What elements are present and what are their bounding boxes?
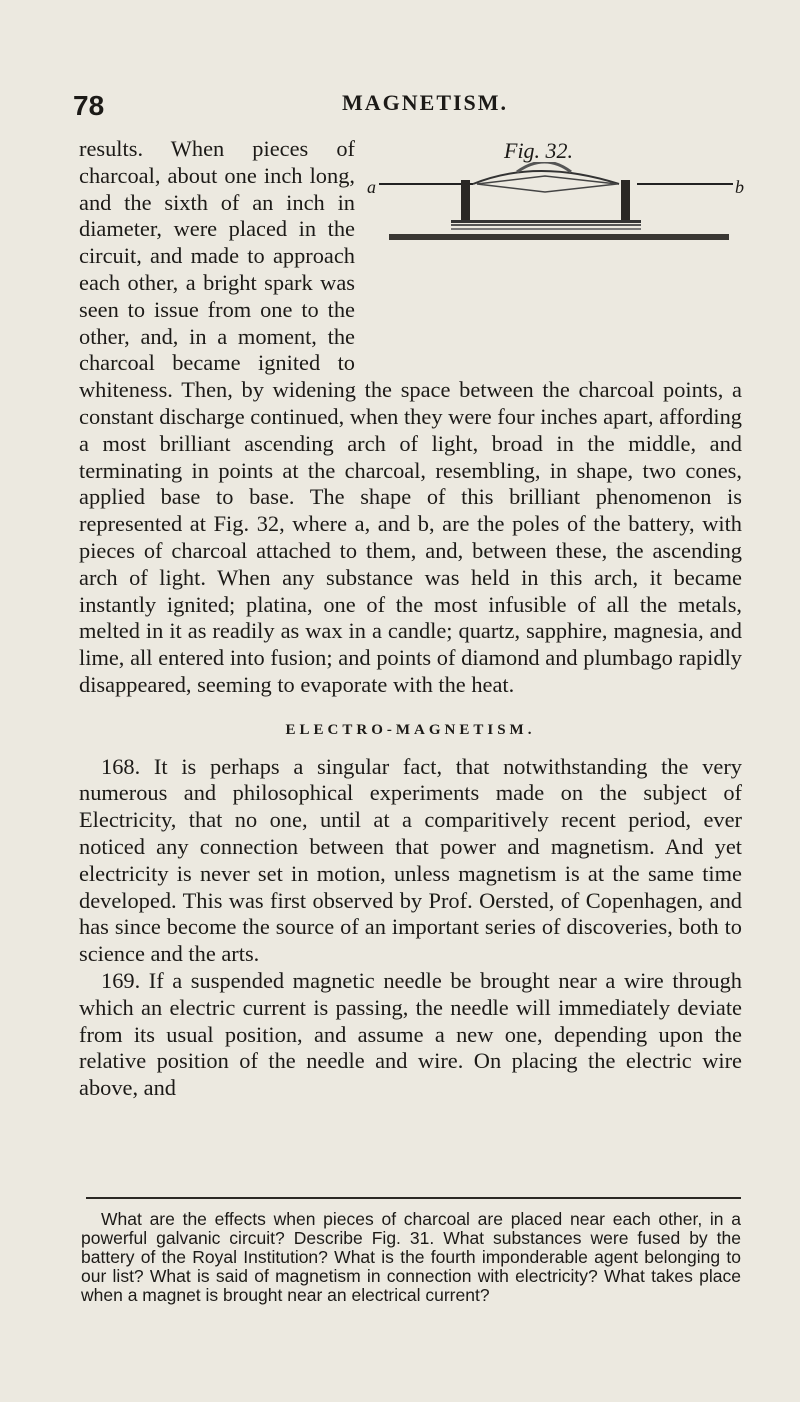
footnote-rule	[86, 1197, 741, 1199]
figure-32	[367, 138, 750, 362]
pole-label-a: a	[367, 177, 376, 197]
trough-base	[389, 234, 729, 240]
figure-caption: Fig. 32.	[504, 138, 574, 163]
study-questions	[81, 1210, 741, 1305]
running-title: MAGNETISM.	[342, 90, 509, 115]
electrode-b	[621, 180, 630, 220]
section-heading: ELECTRO-MAGNETISM.	[285, 721, 536, 738]
paragraph-results: Fig. 32. a b results. When pieces of charcoal, about one inch long, and the sixth of an inch in diameter, were placed in the circuit, and made to approach each other, a bright spark was seen to issue from one to the other, and, in a moment, the charcoal became ignited to whiteness. Then, by widening the space between the charcoal points, a constant discharge continued, when they were four inches apart, affording a most brilliant ascending arch of light, broad in the middle, and terminating in points at the charcoal, resembling, in shape, two cones, applied base to base. The shape of this brilliant phenomenon is represented at Fig. 32, where a, and b, are the poles of the battery, with pieces of charcoal attached to them, and, between these, the ascending arch of light. When any substance was held in this arch, it became instantly ignited; platina, one of the most infusible of all the metals, melted in it as readily as wax in a candle; quartz, sapphire, magnesia, and lime, all entered into fusion; and points of diamond and plumbago rapidly disappeared, seeming to evaporate with the heat.	[79, 136, 742, 699]
electrode-a	[461, 180, 470, 220]
paragraph-168: 168. It is perhaps a singular fact, that notwithstanding the very numerous and philosophical experiments made on the subject of Electricity, that no one, until at a comparitively recent period, ever noticed any connection between that power and magnetism. And yet electricity is never set in motion, unless magnetism is at the same time developed. This was first observed by Prof. Oersted, of Copenhagen, and has since become the source of an important series of discoveries, both to science and the arts.	[79, 753, 742, 967]
main-text	[79, 136, 742, 1102]
questions-text: What are the effects when pieces of charcoal are placed near each other, in a powerful galvanic circuit? Describe Fig. 31. What substances were fused by the battery of the Royal Institution? What is the fourth imponderable agent belonging to our list? What is said of magnetism in connection with electricity? What takes place when a magnet is brought near an electrical current?	[81, 1209, 741, 1305]
page-number: 78	[73, 90, 105, 121]
pole-label-b: b	[735, 177, 744, 197]
battery-arc-illustration	[367, 162, 750, 242]
paragraph-169: 169. If a suspended magnetic needle be brought near a wire through which an electric current is passing, the needle will immediately deviate from its usual position, and assume a new one, depending upon the relative position of the needle and wire. On placing the electric wire above, and	[79, 967, 742, 1101]
